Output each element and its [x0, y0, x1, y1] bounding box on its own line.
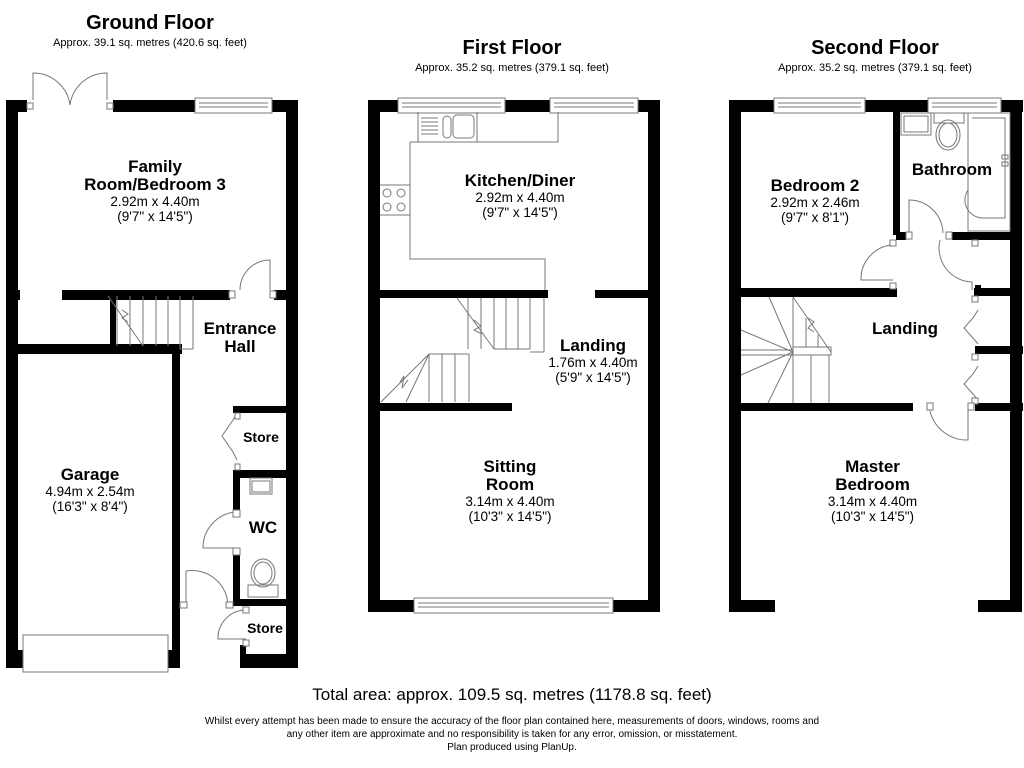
room-dimensions-imperial: (9'7" x 8'1"): [780, 209, 849, 225]
room-garage: [20, 466, 160, 514]
disclaimer-line-1: Whilst every attempt has been made to ensure the accuracy of the floor plan contained here, measurements of doors, windows, rooms and: [204, 716, 820, 727]
disclaimer-line-2: any other item are approximate and no responsibility is taken for any error, omission, or misstatement.: [286, 729, 738, 740]
room-name: Garage: [60, 465, 120, 484]
room-name: WC: [248, 518, 278, 537]
room-dimensions-metric: 3.14m x 4.40m: [465, 493, 555, 509]
room-dimensions-imperial: (10'3" x 14'5"): [830, 508, 915, 524]
room-name: Hall: [224, 336, 256, 356]
room-wc: [240, 519, 286, 537]
room-sitting-room: [430, 458, 590, 524]
room-name: Room/Bedroom 3: [84, 174, 226, 194]
room-name: Room: [485, 474, 535, 494]
second-floor-area: Approx. 35.2 sq. metres (379.1 sq. feet): [778, 62, 972, 74]
room-store-lower: [240, 621, 290, 636]
room-name: Landing: [871, 319, 939, 338]
second-floor-title: Second Floor: [811, 37, 939, 59]
room-store-upper: [236, 430, 286, 445]
room-name: Master: [845, 457, 900, 476]
plan-credit: Plan produced using PlanUp.: [447, 742, 577, 753]
first-floor-area: Approx. 35.2 sq. metres (379.1 sq. feet): [415, 62, 609, 74]
room-name: Landing: [559, 336, 627, 355]
room-dimensions-imperial: (9'7" x 14'5"): [482, 204, 558, 220]
room-kitchen-diner: [430, 172, 610, 220]
room-dimensions-imperial: (5'9" x 14'5"): [555, 369, 631, 385]
room-dimensions-metric: 2.92m x 2.46m: [770, 194, 860, 210]
room-landing-first: [528, 337, 658, 385]
disclaimer: [0, 715, 1024, 754]
first-floor-title: First Floor: [462, 37, 562, 59]
second-floor-fixtures: [741, 98, 1010, 440]
room-bathroom: [900, 161, 1004, 179]
room-family-room: [60, 158, 250, 224]
room-dimensions-metric: 4.94m x 2.54m: [45, 483, 135, 499]
room-bedroom-2: [745, 177, 885, 225]
room-dimensions-metric: 2.92m x 4.40m: [110, 193, 200, 209]
room-name: Bathroom: [911, 160, 993, 179]
room-dimensions-metric: 3.14m x 4.40m: [827, 493, 918, 509]
ground-floor-area: Approx. 39.1 sq. metres (420.6 sq. feet): [53, 37, 247, 49]
room-landing-second: [855, 320, 955, 338]
room-master-bedroom: [800, 458, 945, 524]
room-dimensions-imperial: (9'7" x 14'5"): [117, 208, 193, 224]
room-name: Kitchen/Diner: [464, 171, 576, 190]
ground-floor-title: Ground Floor: [86, 12, 214, 34]
room-dimensions-imperial: (16'3" x 8'4"): [52, 498, 128, 514]
room-dimensions-metric: 2.92m x 4.40m: [475, 189, 565, 205]
room-entrance-hall: [190, 320, 290, 356]
total-area: Total area: approx. 109.5 sq. metres (1178.8 sq. feet): [312, 685, 712, 704]
room-name: Family: [128, 157, 182, 176]
room-name: Sitting: [483, 457, 537, 476]
room-name: Bedroom 2: [770, 176, 860, 195]
room-dimensions-metric: 1.76m x 4.40m: [548, 354, 638, 370]
room-name: Store: [247, 620, 283, 636]
room-name: Entrance: [203, 319, 277, 338]
room-name: Store: [243, 429, 279, 445]
room-dimensions-imperial: (10'3" x 14'5"): [468, 508, 552, 524]
room-name: Bedroom: [835, 474, 910, 494]
